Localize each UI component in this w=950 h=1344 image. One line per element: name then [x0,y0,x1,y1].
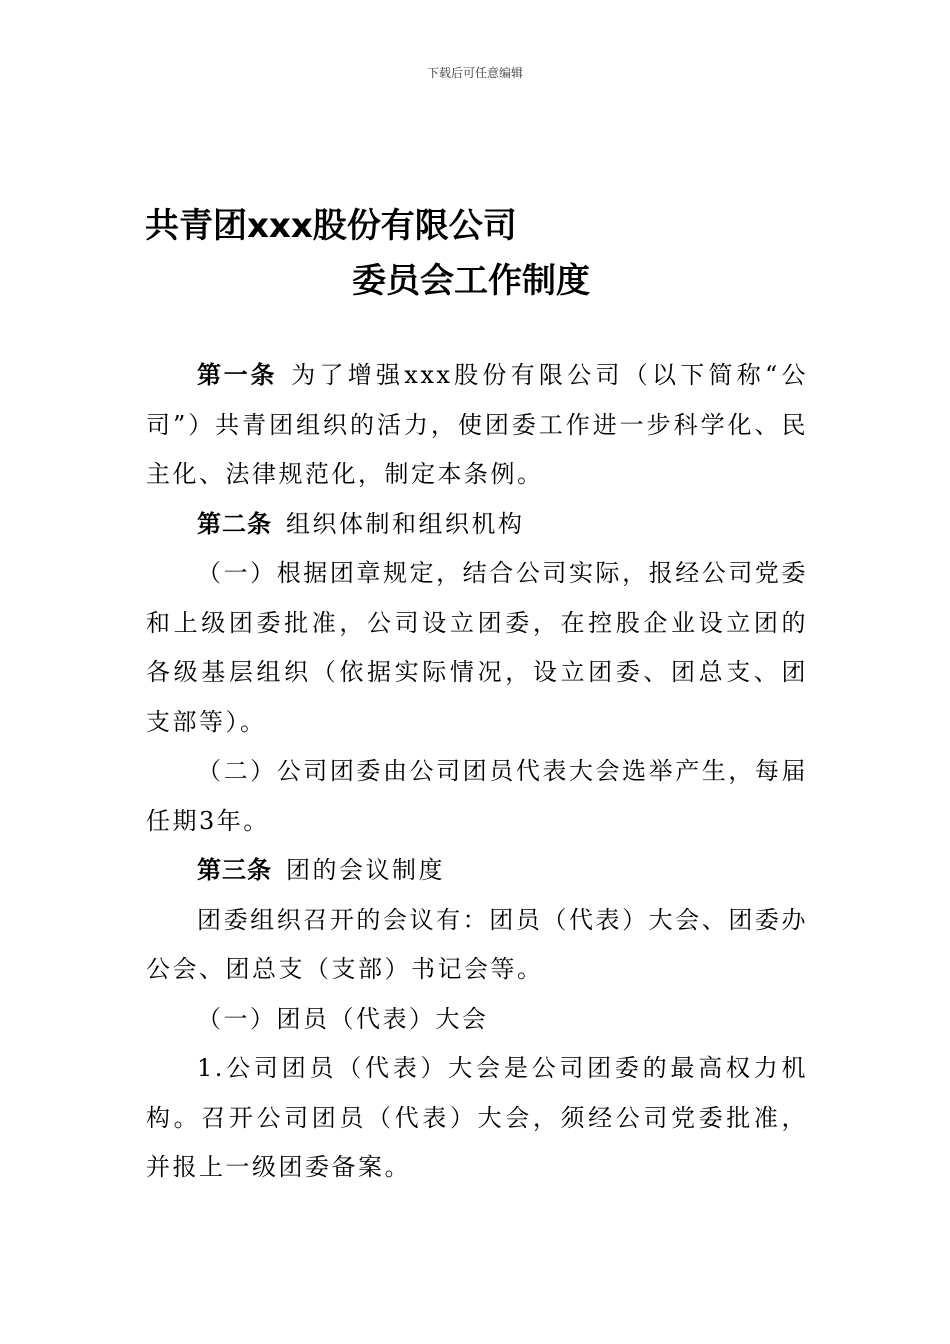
article-3-clause-1 [146,995,808,1045]
article-3-heading: 第三条 [197,856,272,884]
article-3-item-1-text: 1.公司团员（代表）大会是公司团委的最高权力机构。召开公司团员（代表）大会，须经公司党委批准，并报上一级团委备案。 [146,1054,808,1181]
article-2-text: 组织体制和组织机构 [286,509,525,538]
article-3-text: 团的会议制度 [286,856,445,884]
page-header-note: 下载后可任意编辑 [426,66,523,80]
article-1-text: 为了增强xxx股份有限公司（以下简称“公司”）共青团组织的活力，使团委工作进一步科学化、民主化、法律规范化，制定本条例。 [146,361,809,488]
article-3-clause-1-text: （一）团员（代表）大会 [197,1004,489,1033]
document-title-line-1: 共青团xxx股份有限公司 [145,206,517,246]
article-3-intro-text: 团委组织召开的会议有：团员（代表）大会、团委办公会、团总支（支部）书记会等。 [146,905,808,983]
article-3-item-1 [146,1044,808,1193]
article-1-heading: 第一条 [197,361,278,389]
article-1-paragraph [146,351,808,500]
article-2-clause-1-text: （一）根据团章规定，结合公司实际，报经公司党委和上级团委批准，公司设立团委，在控股企业设立团的各级基层组织（依据实际情况，设立团委、团总支、团支部等）。 [146,559,808,736]
article-2-heading: 第二条 [197,509,272,538]
article-3-intro [146,896,808,995]
article-2-clause-1 [146,549,808,747]
article-3-paragraph [146,846,808,896]
article-2-clause-2 [146,747,808,846]
document-title-line-2: 委员会工作制度 [352,261,590,301]
article-2-paragraph [146,500,808,550]
document-body [146,351,808,1193]
article-2-clause-2-text: （二）公司团委由公司团员代表大会选举产生，每届任期3年。 [146,757,808,835]
